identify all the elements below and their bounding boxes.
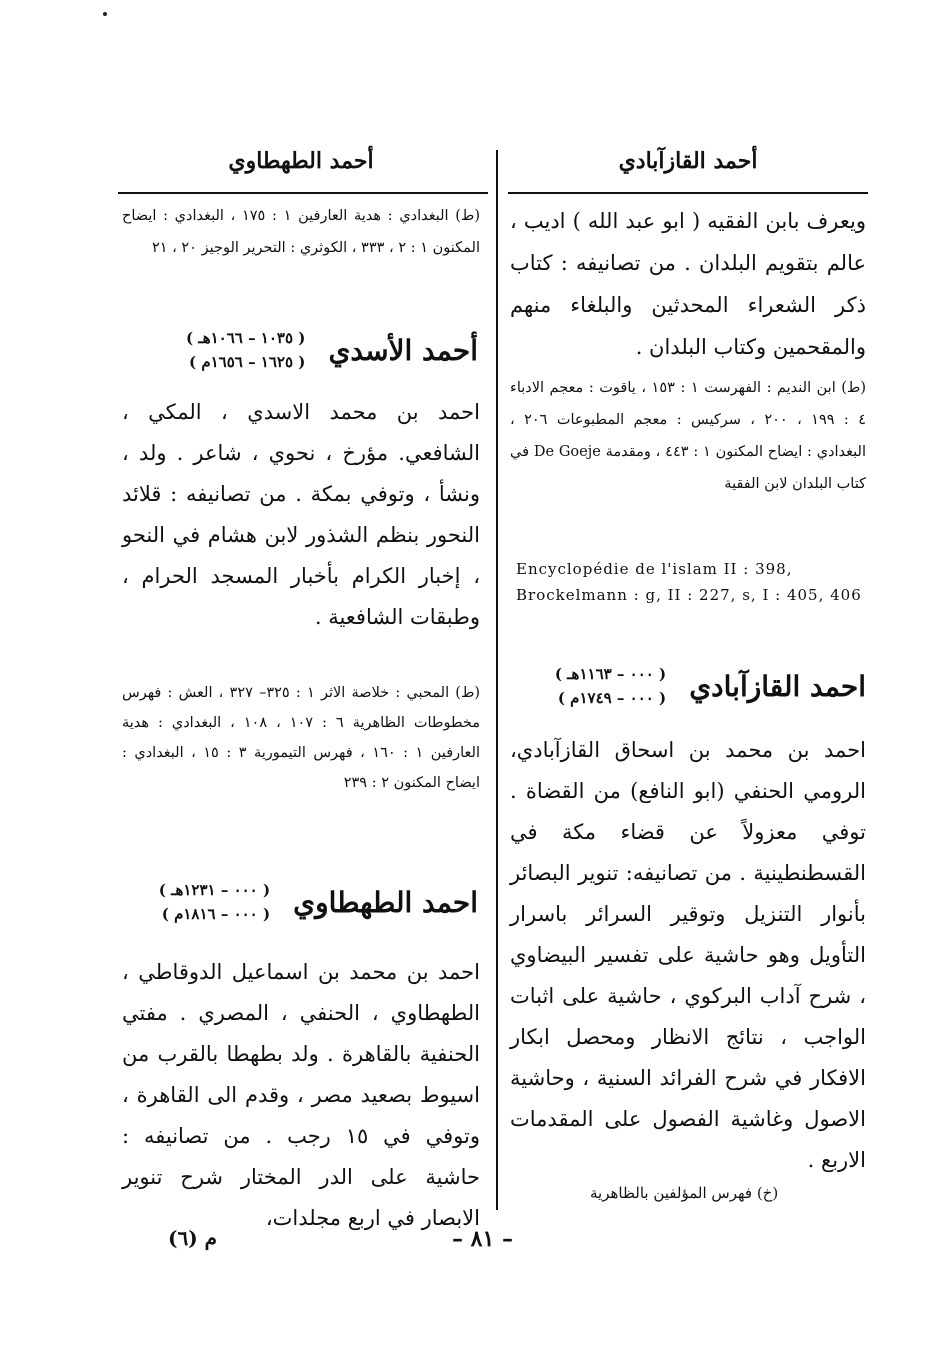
entry-dates — [159, 878, 270, 926]
right-footer-note: (خ) فهرس المؤلفين بالظاهرية — [590, 1184, 779, 1202]
left-column-header: أحمد الطهطاوي — [228, 148, 374, 174]
column-divider — [496, 150, 498, 1210]
right-header-rule — [508, 192, 868, 194]
speck-mark — [103, 12, 107, 16]
hijri-date: ( ٠٠٠ – ١١٦٣هـ ) — [554, 665, 667, 683]
entry-heading-tahtawi — [122, 878, 478, 926]
right-references: (ط) ابن النديم : الفهرست ١ : ١٥٣ ، ياقوت : معجم الادباء ٤ : ١٩٩ ، ٢٠٠ ، سركيس : معجم المطبوعات ٢٠٦ ، البغدادي : ايضاح المكنون ١ : ٤٤٣ ، ومقدمة De Goeje في كتاب البلدان لابن الفقية — [510, 380, 867, 492]
signature-mark: م (٦) — [168, 1226, 218, 1250]
entry-name: احمد القازآبادي — [689, 669, 866, 703]
entry-dates — [186, 326, 305, 374]
hijri-date: ( ١٠٣٥ – ١٠٦٦هـ ) — [185, 329, 306, 347]
hijri-date: ( ٠٠٠ – ١٢٣١هـ ) — [158, 881, 271, 899]
left-entry2-body: احمد بن محمد بن اسماعيل الدوقاطي ، الطهطاوي ، الحنفي ، المصري . مفتي الحنفية بالقاهرة . ولد بطهطا بالقرب من اسيوط بصعيد مصر ، وقدم الى القاهرة ، وتوفي في ١٥ رجب . من تصانيفه : حاشية على الدر المختار شرح تنوير الابصار في اربع مجلدات، — [122, 960, 480, 1230]
entry-heading-qazabadi — [512, 662, 866, 710]
right-entry-body: احمد بن محمد بن اسحاق القازآبادي، الرومي الحنفي (ابو النافع) من القضاة . توفي معزولاً عن قضاء مكة في القسطنطينية . من تصانيفه: تنوير البصائر بأنوار التنزيل وتوقير السرائر باسرار التأويل وهو حاشية على تفسير البيضاوي ، شرح آداب البركوي ، حاشية على اثبات الواجب ، نتائج الانظار ومحصل ابكار الافكار في شرح الفرائد السنية ، وحاشية الاصول وغاشية الفصول على المقدمات الاربع . — [510, 738, 866, 1172]
left-entry1-body: احمد بن محمد الاسدي ، المكي ، الشافعي. مؤرخ ، نحوي ، شاعر . ولد ، ونشأ ، وتوفي بمكة . من تصانيفه : قلائد النحور بنظم الشذور لابن هشام في النحو ، إخبار الكرام بأخبار المسجد الحرام ، وطبقات الشافعية . — [122, 400, 480, 629]
gregorian-date: ( ٠٠٠ – ١٧٤٩م ) — [557, 689, 667, 707]
entry-name: أحمد الأسدي — [328, 333, 478, 367]
right-column-header: أحمد القازآبادي — [618, 148, 758, 174]
left-top-references: (ط) البغدادي : هدية العارفين ١ : ١٧٥ ، البغدادي : ايضاح المكنون ١ : ٢ ، ٣٣٣ ، الكوثري : التحرير الوجيز ٢٠ ، ٢١ — [122, 208, 480, 256]
entry-dates — [555, 662, 666, 710]
gregorian-date: ( ١٦٢٥ – ١٦٥٦م ) — [189, 353, 306, 371]
entry-name: احمد الطهطاوي — [293, 885, 478, 919]
left-entry1-references: (ط) المحبي : خلاصة الاثر ١ : ٣٢٥– ٣٢٧ ، العش : فهرس مخطوطات الظاهرية ٦ : ١٠٧ ، ١٠٨ ، البغدادي : هدية العارفين ١ : ١٦٠ ، فهرس التيمورية ٣ : ١٥ ، البغدادي : ايضاح المكنون ٢ : ٢٣٩ — [122, 685, 481, 791]
entry-heading-asadi — [122, 326, 478, 374]
gregorian-date: ( ٠٠٠ – ١٨١٦م ) — [161, 905, 271, 923]
left-header-rule — [118, 192, 488, 194]
right-latin-references: Encyclopédie de l'islam II : 398, Brockelmann : g, II : 227, s, I : 405, 406 — [516, 560, 862, 604]
page-number: – ٨١ – — [452, 1226, 513, 1252]
right-intro-text: ويعرف بابن الفقيه ( ابو عبد الله ) اديب ، عالم بتقويم البلدان . من تصانيفه : كتاب ذكر الشعراء المحدثين والبلغاء منهم والمقحمين وكتاب البلدان . — [510, 209, 866, 359]
